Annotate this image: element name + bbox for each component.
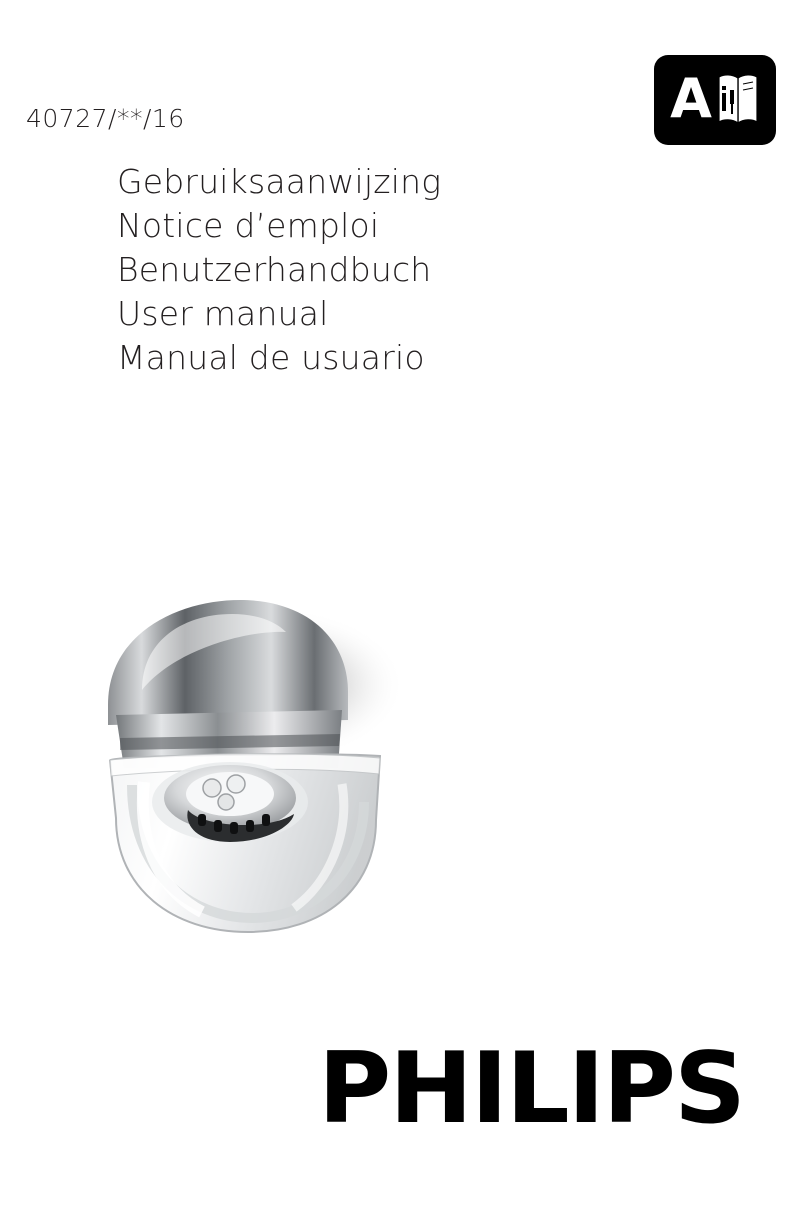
manual-title-de: Benutzerhandbuch bbox=[117, 250, 432, 289]
ceiling-lamp-photo bbox=[80, 570, 410, 960]
badge-letter: A bbox=[670, 67, 712, 130]
manual-title-nl: Gebruiksaanwijzing bbox=[117, 162, 442, 201]
manual-title-en: User manual bbox=[117, 294, 329, 333]
manual-title-es: Manual de usuario bbox=[117, 338, 425, 377]
product-code: 40727/**/16 bbox=[26, 104, 185, 133]
manual-title-fr: Notice d’emploi bbox=[117, 206, 380, 245]
info-i-icon bbox=[722, 86, 726, 111]
manual-title-list bbox=[117, 160, 637, 380]
manual-badge bbox=[654, 55, 776, 145]
brand-wordmark: PHILIPS bbox=[318, 1032, 744, 1146]
manual-book-icon bbox=[716, 72, 760, 128]
